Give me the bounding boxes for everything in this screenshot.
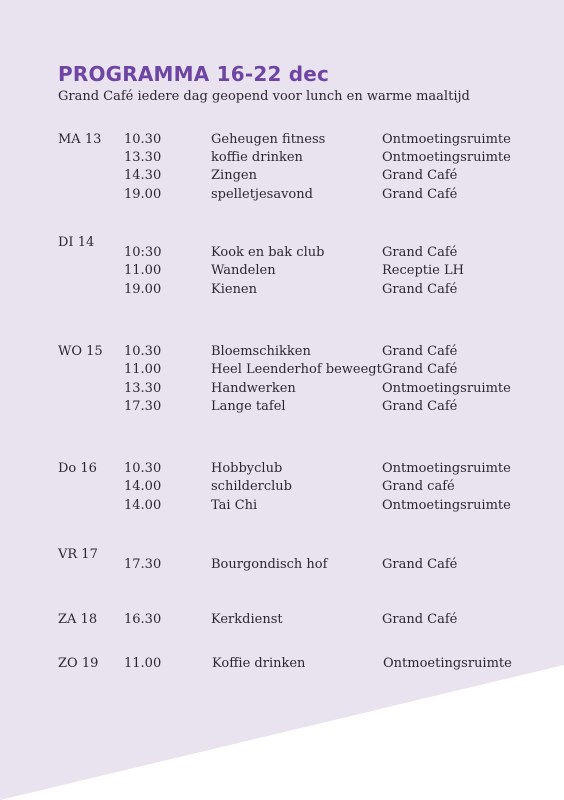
day-label: WO 15 (58, 344, 103, 359)
event-activity: spelletjesavond (211, 187, 313, 202)
event-location: Ontmoetingsruimte (382, 132, 511, 147)
event-location: Grand Café (382, 557, 458, 572)
event-activity: Kerkdienst (211, 612, 283, 627)
event-time: 10.30 (124, 344, 162, 359)
event-location: Ontmoetingsruimte (382, 381, 511, 396)
event-location: Ontmoetingsruimte (382, 150, 511, 165)
event-activity: Kienen (211, 282, 258, 297)
event-time: 14.00 (124, 498, 162, 513)
event-activity: Bloemschikken (211, 344, 311, 359)
event-location: Ontmoetingsruimte (382, 498, 511, 513)
page-subtitle: Grand Café iedere dag geopend voor lunch en warme maaltijd (58, 89, 470, 104)
event-activity: Handwerken (211, 381, 296, 396)
event-time: 10:30 (124, 245, 162, 260)
event-activity: Zingen (211, 168, 257, 183)
day-label: ZA 18 (58, 612, 98, 627)
event-time: 19.00 (124, 282, 162, 297)
event-time: 13.30 (124, 381, 162, 396)
event-time: 10.30 (124, 461, 162, 476)
event-location: Grand café (382, 479, 455, 494)
event-activity: Tai Chi (211, 498, 258, 513)
event-location: Grand Café (382, 362, 458, 377)
event-location: Ontmoetingsruimte (383, 656, 512, 671)
event-activity: Wandelen (211, 263, 276, 278)
event-time: 14.00 (124, 479, 162, 494)
event-activity: Heel Leenderhof beweegt (211, 362, 382, 377)
event-location: Grand Café (382, 282, 458, 297)
day-label: VR 17 (58, 547, 98, 562)
event-activity: Bourgondisch hof (211, 557, 328, 572)
event-time: 10.30 (124, 132, 162, 147)
event-time: 11.00 (124, 362, 162, 377)
event-location: Grand Café (382, 245, 458, 260)
page-title: PROGRAMMA 16-22 dec (58, 62, 330, 86)
event-location: Grand Café (382, 344, 458, 359)
event-activity: schilderclub (211, 479, 293, 494)
day-label: DI 14 (58, 235, 95, 250)
event-activity: Koffie drinken (212, 656, 306, 671)
event-time: 17.30 (124, 557, 162, 572)
event-time: 14.30 (124, 168, 162, 183)
event-time: 19.00 (124, 187, 162, 202)
day-label: ZO 19 (58, 656, 99, 671)
day-label: MA 13 (58, 132, 102, 147)
event-location: Grand Café (382, 612, 458, 627)
event-time: 17.30 (124, 399, 162, 414)
event-location: Ontmoetingsruimte (382, 461, 511, 476)
event-location: Grand Café (382, 399, 458, 414)
event-time: 16.30 (124, 612, 162, 627)
event-location: Receptie LH (382, 263, 464, 278)
event-location: Grand Café (382, 168, 458, 183)
event-location: Grand Café (382, 187, 458, 202)
event-time: 13.30 (124, 150, 162, 165)
event-activity: Hobbyclub (211, 461, 283, 476)
event-activity: Lange tafel (211, 399, 286, 414)
event-time: 11.00 (124, 263, 162, 278)
event-time: 11.00 (124, 656, 162, 671)
event-activity: Kook en bak club (211, 245, 325, 260)
event-activity: koffie drinken (211, 150, 303, 165)
event-activity: Geheugen fitness (211, 132, 326, 147)
day-label: Do 16 (58, 461, 97, 476)
